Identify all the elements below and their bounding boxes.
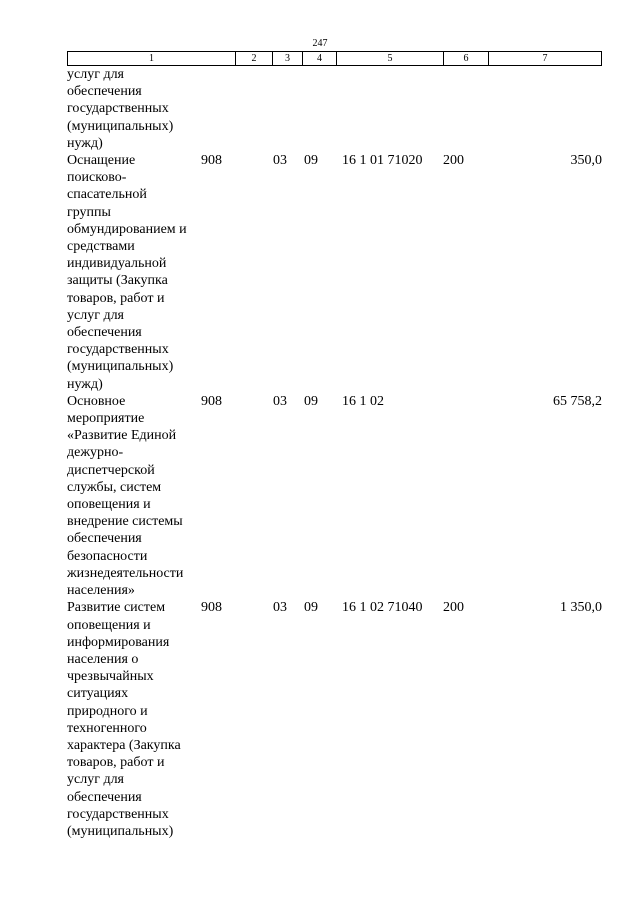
row-name: Основное мероприятие «Развитие Единой дежурно- диспетчерской службы, систем оповещения и внедрение системы обеспечения безопасности жизнедеятельности населения» <box>67 393 184 599</box>
row-subsection: 09 <box>304 600 318 616</box>
row-target-article: 16 1 01 71020 <box>342 153 423 169</box>
row-name: услуг для обеспечения государственных (муниципальных) нужд) <box>67 67 174 151</box>
header-col-7: 7 <box>542 53 548 64</box>
table-row <box>67 599 602 840</box>
header-col-3: 3 <box>273 52 303 65</box>
row-target-article: 16 1 02 <box>342 393 384 409</box>
header-col-1: 1 <box>68 52 236 65</box>
header-col-6: 6 <box>444 52 489 65</box>
row-section: 03 <box>273 393 287 409</box>
header-col-2: 2 <box>236 52 273 65</box>
row-target-article: 16 1 02 71040 <box>342 600 423 616</box>
header-col-4: 4 <box>303 52 337 65</box>
row-ministry-code: 908 <box>201 393 222 409</box>
table-row <box>67 152 602 393</box>
row-ministry-code: 908 <box>201 600 222 616</box>
row-name: Оснащение поисково- спасательной группы обмундированием и средствами индивидуальной защиты (Закупка товаров, работ и услуг для обеспечения государственных (муниципальных) нужд) <box>67 153 187 392</box>
row-section: 03 <box>273 600 287 616</box>
table-row <box>67 66 602 152</box>
row-amount: 1 350,0 <box>560 600 602 616</box>
table-body <box>67 66 602 840</box>
row-amount: 65 758,2 <box>553 393 602 409</box>
row-expense-type: 200 <box>443 153 464 169</box>
row-subsection: 09 <box>304 393 318 409</box>
row-expense-type: 200 <box>443 600 464 616</box>
table-header <box>67 51 602 66</box>
row-section: 03 <box>273 153 287 169</box>
page-number: 247 <box>312 38 328 49</box>
row-amount: 350,0 <box>570 153 602 169</box>
row-subsection: 09 <box>304 153 318 169</box>
table-row <box>67 393 602 599</box>
row-name: Развитие систем оповещения и информирования населения о чрезвычайных ситуациях природного и техногенного характера (Закупка товаров, работ и услуг для обеспечения государственных (муниципальных) <box>67 600 181 839</box>
header-col-5: 5 <box>337 52 444 65</box>
row-ministry-code: 908 <box>201 153 222 169</box>
